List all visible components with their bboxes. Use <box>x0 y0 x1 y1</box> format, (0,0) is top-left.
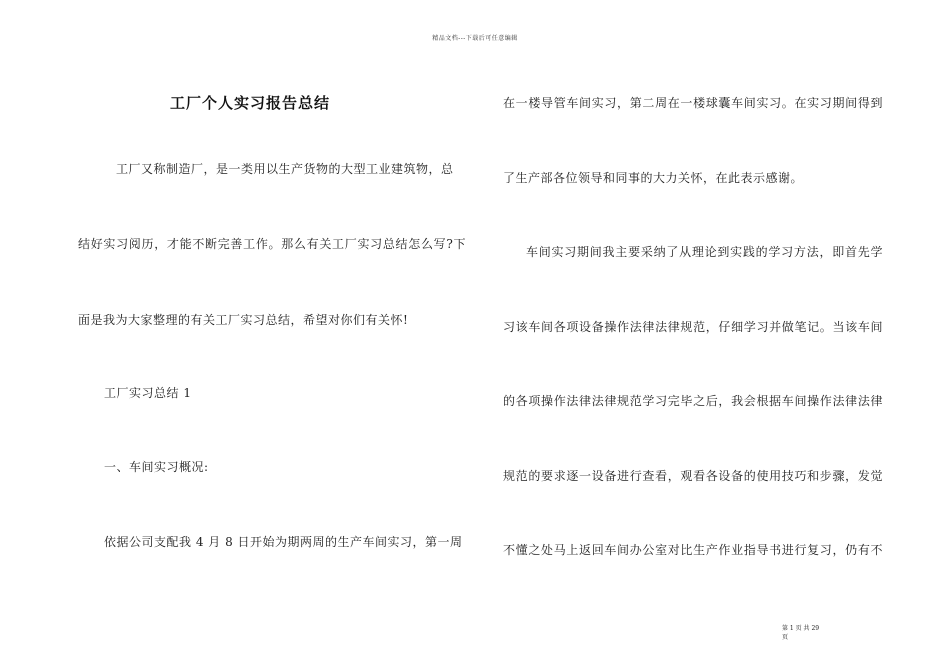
left-paragraph-line-2: 结好实习阅历，才能不断完善工作。那么有关工厂实习总结怎么写?下 <box>78 237 466 251</box>
left-paragraph-line-3: 面是我为大家整理的有关工厂实习总结，希望对你们有关怀! <box>78 313 409 327</box>
page-number-line-1: 第 1 页 共 29 <box>782 625 820 632</box>
page-number-line-2: 页 <box>782 634 789 641</box>
right-paragraph-line-1: 在一楼导管车间实习，第二周在一楼球囊车间实习。在实习期间得到 <box>503 96 883 110</box>
right-paragraph-line-2: 了生产部各位领导和同事的大力关怀，在此表示感谢。 <box>503 171 804 185</box>
left-paragraph-line-4: 依据公司支配我 4 月 8 日开始为期两周的生产车间实习，第一周 <box>104 535 463 549</box>
subsection-heading: 一、车间实习概况: <box>104 460 209 474</box>
right-paragraph-line-4: 习该车间各项设备操作法律法律规范，仔细学习并做笔记。当该车间 <box>503 320 883 334</box>
header-note: 精品文档---下载后可任意编辑 <box>432 35 518 42</box>
left-paragraph-line-1: 工厂又称制造厂，是一类用以生产货物的大型工业建筑物，总 <box>116 162 454 176</box>
right-paragraph-line-3: 车间实习期间我主要采纳了从理论到实践的学习方法，即首先学 <box>526 245 883 259</box>
right-paragraph-line-5: 的各项操作法律法律规范学习完毕之后，我会根据车间操作法律法律 <box>503 394 883 408</box>
right-paragraph-line-6: 规范的要求逐一设备进行查看，观看各设备的使用技巧和步骤，发觉 <box>503 469 883 483</box>
right-paragraph-line-7: 不懂之处马上返回车间办公室对比生产作业指导书进行复习，仍有不 <box>503 543 883 557</box>
page-number <box>782 624 819 642</box>
document-title: 工厂个人实习报告总结 <box>169 94 330 112</box>
section-heading: 工厂实习总结 1 <box>104 386 192 400</box>
